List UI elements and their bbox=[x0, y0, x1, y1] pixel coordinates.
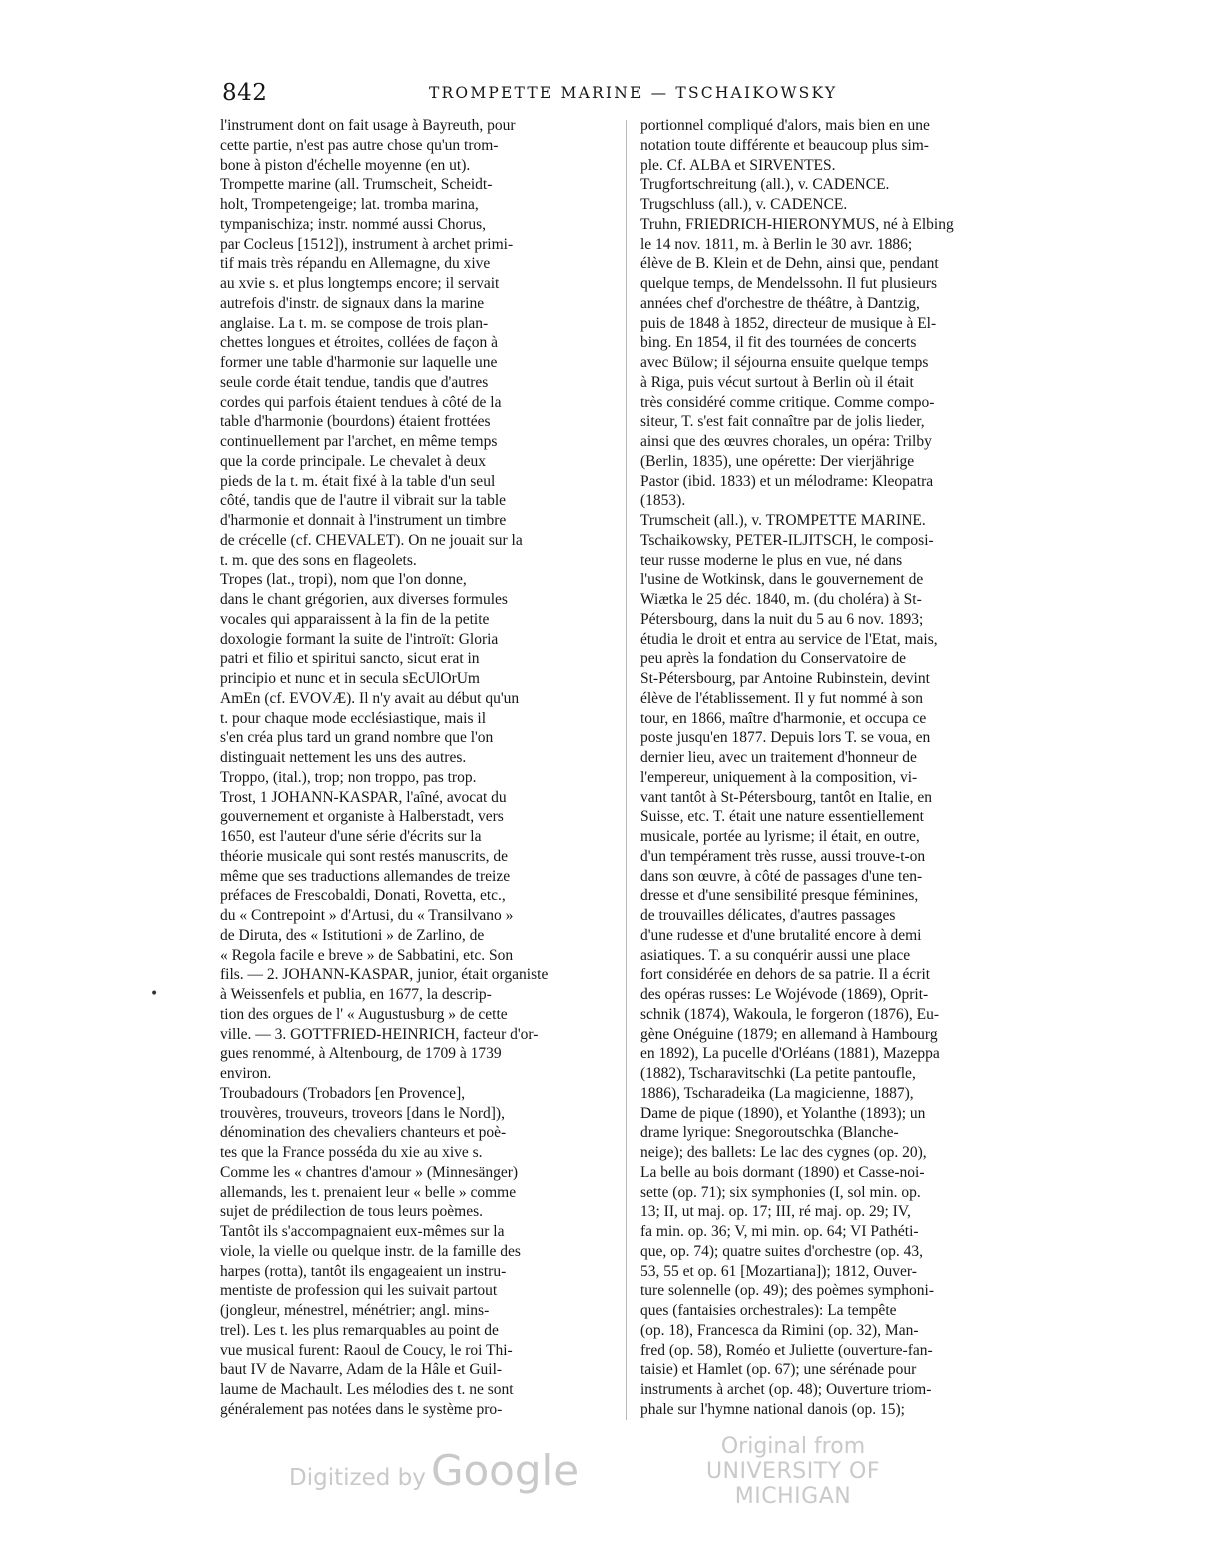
text-line: vue musical furent: Raoul de Coucy, le roi Thi- bbox=[220, 1341, 513, 1359]
text-line: baut IV de Navarre, Adam de la Hâle et Guil- bbox=[220, 1361, 503, 1379]
text-line: (1853). bbox=[640, 492, 686, 510]
text-line: à Riga, puis vécut surtout à Berlin où il était bbox=[640, 373, 914, 391]
text-line: Suisse, etc. T. était une nature essentiellement bbox=[640, 808, 924, 826]
digitized-watermark bbox=[289, 1446, 579, 1495]
text-line: dénomination des chevaliers chanteurs et poè- bbox=[220, 1124, 507, 1142]
left-text-column bbox=[220, 116, 614, 1420]
text-line: élève de B. Klein et de Dehn, ainsi que, pendant bbox=[640, 255, 939, 273]
text-line: Tschaikowsky, PETER-ILJITSCH, le composi- bbox=[640, 531, 934, 549]
text-line: années chef d'orchestre de théâtre, à Dantzig, bbox=[640, 294, 920, 312]
text-line: l'empereur, uniquement à la composition, vi- bbox=[640, 768, 918, 786]
text-line: patri et filio et spiritui sancto, sicut erat in bbox=[220, 650, 480, 668]
text-line: ques (fantaisies orchestrales): La tempête bbox=[640, 1302, 897, 1319]
text-line: anglaise. La t. m. se compose de trois plan- bbox=[220, 314, 489, 332]
text-line: schnik (1874), Wakoula, le forgeron (1876), Eu- bbox=[640, 1005, 940, 1023]
text-line: avec Bülow; il séjourna ensuite quelque temps bbox=[640, 354, 929, 371]
text-line: Pastor (ibid. 1833) et un mélodrame: Kleopatra bbox=[640, 472, 934, 490]
running-title: TROMPETTE MARINE — TSCHAIKOWSKY bbox=[429, 84, 838, 102]
text-line: mentiste de profession qui les suivait partout bbox=[220, 1282, 498, 1300]
text-line: théorie musicale qui sont restés manuscrits, de bbox=[220, 847, 508, 865]
text-line: « Regola facile e breve » de Sabbatini, etc. Son bbox=[220, 946, 514, 964]
text-line: taisie) et Hamlet (op. 67); une sérénade pour bbox=[640, 1361, 917, 1379]
text-line: 13; II, ut maj. op. 17; III, ré maj. op. 29; IV, bbox=[640, 1203, 911, 1221]
original-from-label: Original from bbox=[720, 1434, 866, 1459]
text-line: bing. En 1854, il fit des tournées de concerts bbox=[640, 334, 917, 352]
text-line: dernier lieu, avec un traitement d'honneur de bbox=[640, 749, 917, 766]
text-line: cordes qui parfois étaient tendues à côté de la bbox=[220, 393, 502, 411]
text-line: laume de Machault. Les mélodies des t. ne sont bbox=[220, 1381, 514, 1398]
text-line: trouvères, trouveurs, troveors [dans le Nord]), bbox=[220, 1104, 505, 1122]
text-line: chettes longues et étroites, collées de façon à bbox=[220, 334, 499, 352]
text-line: que, op. 74); quatre suites d'orchestre (op. 43, bbox=[640, 1242, 924, 1260]
text-line: teur russe moderne le plus en vue, né dans bbox=[640, 551, 903, 569]
text-line: AmEn (cf. EVOVÆ). Il n'y avait au début qu'un bbox=[220, 689, 520, 707]
text-line: trel). Les t. les plus remarquables au point de bbox=[220, 1321, 499, 1339]
text-line: (jongleur, ménestrel, ménétrier; angl. mins- bbox=[220, 1302, 490, 1319]
text-line: fred (op. 58), Roméo et Juliette (ouverture-fan- bbox=[640, 1341, 933, 1359]
text-line: distinguait nettement les uns des autres. bbox=[220, 749, 467, 766]
text-line: sette (op. 71); six symphonies (I, sol min. op. bbox=[640, 1183, 921, 1201]
text-line: en 1892), La pucelle d'Orléans (1881), Mazeppa bbox=[640, 1045, 940, 1063]
text-line: tes que la France posséda du xie au xive s. bbox=[220, 1144, 483, 1161]
text-line: drame lyrique: Snegoroutschka (Blanche- bbox=[640, 1124, 899, 1142]
text-line: fa min. op. 36; V, mi min. op. 64; VI Pathéti- bbox=[640, 1223, 919, 1240]
text-line: sujet de prédilection de tous leurs poèmes. bbox=[220, 1203, 484, 1221]
text-line: tympanischiza; instr. nommé aussi Chorus, bbox=[220, 215, 487, 233]
text-line: préfaces de Frescobaldi, Donati, Rovetta, etc., bbox=[220, 887, 506, 905]
text-line: Troppo, (ital.), trop; non troppo, pas trop. bbox=[220, 768, 477, 786]
text-line: table d'harmonie (bourdons) étaient frottées bbox=[220, 413, 491, 431]
text-line: ainsi que des œuvres chorales, un opéra: Trilby bbox=[640, 433, 932, 450]
text-line: tour, en 1866, maître d'harmonie, et occupa ce bbox=[640, 709, 927, 727]
text-line: ple. Cf. ALBA et SIRVENTES. bbox=[640, 156, 836, 174]
google-logo: Google bbox=[430, 1446, 580, 1495]
text-line: principio et nunc et in secula sEcUlOrUm bbox=[220, 670, 480, 687]
text-line: environ. bbox=[220, 1065, 272, 1082]
text-line: ville. — 3. GOTTFRIED-HEINRICH, facteur d'or- bbox=[220, 1025, 539, 1043]
text-line: former une table d'harmonie sur laquelle une bbox=[220, 354, 498, 371]
text-line: Truhn, FRIEDRICH-HIERONYMUS, né à Elbing bbox=[640, 215, 954, 233]
text-line: pieds de la t. m. était fixé à la table d'un seul bbox=[220, 472, 496, 490]
text-line: l'instrument dont on fait usage à Bayreuth, pour bbox=[220, 117, 516, 134]
text-line: notation toute différente et beaucoup plus sim- bbox=[640, 136, 929, 154]
text-line: phale sur l'hymne national danois (op. 15); bbox=[640, 1400, 905, 1418]
text-line: t. m. que des sons en flageolets. bbox=[220, 551, 417, 569]
text-line: Troubadours (Trobadors [en Provence], bbox=[220, 1084, 466, 1102]
text-line: Wiætka le 25 déc. 1840, m. (du choléra) à St- bbox=[640, 591, 922, 608]
text-line: fils. — 2. JOHANN-KASPAR, junior, était organiste bbox=[220, 966, 549, 984]
text-line: (op. 18), Francesca da Rimini (op. 32), Man- bbox=[640, 1321, 919, 1339]
text-line: (1882), Tscharavitschki (La petite pantoufle, bbox=[640, 1065, 916, 1082]
university-label: UNIVERSITY OF MICHIGAN bbox=[705, 1459, 881, 1509]
text-line: neige); des ballets: Le lac des cygnes (op. 20), bbox=[640, 1144, 927, 1161]
text-line: siteur, T. s'est fait connaître par de jolis lieder, bbox=[640, 413, 925, 431]
text-line: du « Contrepoint » d'Artusi, du « Transilvano » bbox=[220, 907, 514, 924]
text-line: Tropes (lat., tropi), nom que l'on donne, bbox=[220, 571, 467, 589]
digitized-prefix: Digitized by bbox=[289, 1465, 426, 1491]
text-line: quelque temps, de Mendelssohn. Il fut plusieurs bbox=[640, 275, 938, 292]
text-line: côté, tandis que de l'autre il vibrait sur la table bbox=[220, 492, 507, 510]
text-line: étudia le droit et entra au service de l'Etat, mais, bbox=[640, 630, 938, 648]
text-line: asiatiques. T. a su conquérir aussi une place bbox=[640, 946, 911, 964]
text-line: La belle au bois dormant (1890) et Casse-noi- bbox=[640, 1163, 925, 1181]
text-line: par Cocleus [1512]), instrument à archet primi- bbox=[220, 235, 514, 253]
page-footer bbox=[0, 1434, 1207, 1509]
text-line: d'une rudesse et d'une brutalité encore à demi bbox=[640, 926, 922, 944]
text-line: instruments à archet (op. 48); Ouverture triom- bbox=[640, 1381, 932, 1398]
text-line: doxologie formant la suite de l'introït: Gloria bbox=[220, 630, 499, 648]
page-header bbox=[222, 80, 1036, 106]
text-line: élève de l'établissement. Il y fut nommé à son bbox=[640, 689, 924, 707]
text-line: harpes (rotta), tantôt ils engageaient un instru- bbox=[220, 1262, 507, 1280]
column-divider bbox=[626, 120, 627, 1420]
text-line: Dame de pique (1890), et Yolanthe (1893); un bbox=[640, 1104, 926, 1122]
text-line: peu après la fondation du Conservatoire de bbox=[640, 650, 906, 668]
text-line: gouvernement et organiste à Halberstadt, vers bbox=[220, 808, 504, 826]
text-line: Tantôt ils s'accompagnaient eux-mêmes sur la bbox=[220, 1223, 505, 1240]
source-watermark bbox=[668, 1434, 918, 1509]
right-text-column bbox=[640, 116, 1034, 1420]
text-line: le 14 nov. 1811, m. à Berlin le 30 avr. 1886; bbox=[640, 235, 913, 253]
text-line: Trompette marine (all. Trumscheit, Scheidt- bbox=[220, 176, 493, 194]
text-line: 53, 55 et op. 61 [Mozartiana]); 1812, Ouver- bbox=[640, 1262, 917, 1280]
text-line: poste jusqu'en 1877. Depuis lors T. se voua, en bbox=[640, 729, 931, 747]
text-line: que la corde principale. Le chevalet à deux bbox=[220, 452, 486, 470]
text-line: (Berlin, 1835), une opérette: Der vierjährige bbox=[640, 452, 915, 470]
text-line: ture solennelle (op. 49); des poèmes symphoni- bbox=[640, 1282, 935, 1300]
text-line: au xvie s. et plus longtemps encore; il servait bbox=[220, 275, 500, 292]
text-line: gène Onéguine (1879; en allemand à Hambourg bbox=[640, 1025, 938, 1043]
text-line: 1650, est l'auteur d'une série d'écrits sur la bbox=[220, 828, 482, 845]
text-line: tif mais très répandu en Allemagne, du xive bbox=[220, 255, 491, 273]
text-line: t. pour chaque mode ecclésiastique, mais il bbox=[220, 709, 486, 727]
text-line: autrefois d'instr. de signaux dans la marine bbox=[220, 294, 485, 312]
text-line: gues renommé, à Altenbourg, de 1709 à 1739 bbox=[220, 1045, 502, 1063]
text-line: même que ses traductions allemandes de treize bbox=[220, 867, 511, 885]
text-line: à Weissenfels et publia, en 1677, la descrip- bbox=[220, 986, 492, 1003]
text-line: d'harmonie et donnait à l'instrument un timbre bbox=[220, 512, 507, 529]
text-line: de trouvailles délicates, d'autres passages bbox=[640, 907, 896, 924]
text-line: dans le chant grégorien, aux diverses formules bbox=[220, 591, 508, 608]
text-line: cette partie, n'est pas autre chose qu'un trom- bbox=[220, 136, 499, 154]
text-line: seule corde était tendue, tandis que d'autres bbox=[220, 373, 489, 391]
text-line: Trugfortschreitung (all.), v. CADENCE. bbox=[640, 176, 890, 194]
text-line: dans son œuvre, à côté de passages d'une ten- bbox=[640, 867, 923, 885]
text-line: généralement pas notées dans le système pro- bbox=[220, 1400, 503, 1418]
text-line: Trugschluss (all.), v. CADENCE. bbox=[640, 196, 848, 213]
stray-mark: • bbox=[150, 986, 159, 1002]
text-line: dresse et d'une sensibilité presque féminines, bbox=[640, 887, 919, 905]
text-line: d'un tempérament très russe, aussi trouve-t-on bbox=[640, 847, 926, 865]
text-line: s'en créa plus tard un grand nombre que l'on bbox=[220, 729, 494, 747]
page-number: 842 bbox=[222, 80, 268, 106]
text-line: Comme les « chantres d'amour » (Minnesänger) bbox=[220, 1163, 519, 1181]
text-line: St-Pétersbourg, par Antoine Rubinstein, devint bbox=[640, 670, 930, 687]
text-line: l'usine de Wotkinsk, dans le gouvernement de bbox=[640, 571, 924, 589]
text-line: portionnel compliqué d'alors, mais bien en une bbox=[640, 117, 930, 134]
text-line: musicale, portée au lyrisme; il était, en outre, bbox=[640, 828, 920, 845]
text-line: vant tantôt à St-Pétersbourg, tantôt en Italie, en bbox=[640, 788, 932, 806]
text-line: vocales qui apparaissent à la fin de la petite bbox=[220, 610, 490, 628]
text-line: 1886), Tscharadeika (La magicienne, 1887), bbox=[640, 1084, 914, 1102]
text-line: très considéré comme critique. Comme compo- bbox=[640, 393, 935, 411]
text-line: viole, la vielle ou quelque instr. de la famille des bbox=[220, 1242, 521, 1260]
text-line: holt, Trompetengeige; lat. tromba marina, bbox=[220, 196, 479, 213]
text-line: bone à piston d'échelle moyenne (en ut). bbox=[220, 156, 471, 174]
text-line: de Diruta, des « Istitutioni » de Zarlino, de bbox=[220, 926, 485, 944]
text-line: fort considérée en dehors de sa patrie. Il a écrit bbox=[640, 966, 931, 984]
text-line: Trumscheit (all.), v. TROMPETTE MARINE. bbox=[640, 512, 926, 529]
text-line: des opéras russes: Le Wojévode (1869), Oprit- bbox=[640, 986, 929, 1003]
text-line: Pétersbourg, dans la nuit du 5 au 6 nov. 1893; bbox=[640, 610, 924, 628]
text-line: allemands, les t. prenaient leur « belle » comme bbox=[220, 1183, 517, 1201]
text-line: Trost, 1 JOHANN-KASPAR, l'aîné, avocat du bbox=[220, 788, 507, 806]
text-line: tion des orgues de l' « Augustusburg » de cette bbox=[220, 1005, 508, 1023]
text-line: de crécelle (cf. CHEVALET). On ne jouait sur la bbox=[220, 531, 523, 549]
text-line: puis de 1848 à 1852, directeur de musique à El- bbox=[640, 314, 937, 332]
text-line: continuellement par l'archet, en même temps bbox=[220, 433, 498, 450]
